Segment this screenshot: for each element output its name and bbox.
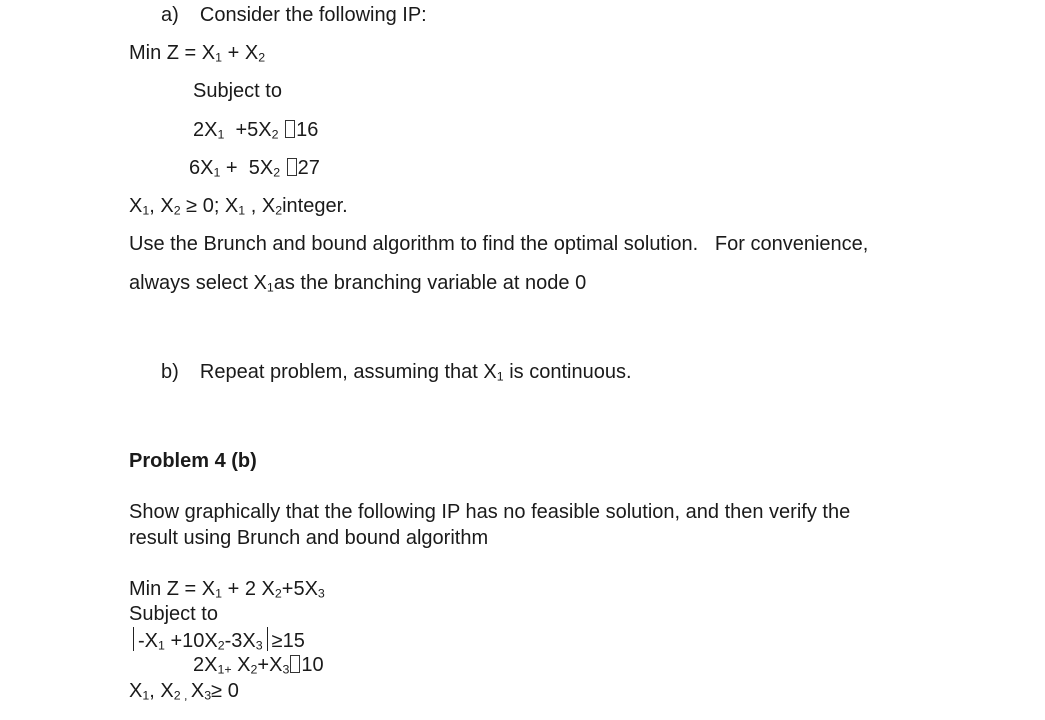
subject-to-a: Subject to [193, 80, 282, 102]
constraint-4b-1: $-X_1 +10X_2-3X_3 \ge 15$ [129, 627, 305, 653]
subject-to-4b: Subject to [129, 603, 218, 625]
missing-glyph-icon [290, 655, 300, 673]
part-a-heading-text: Consider the following IP: [199, 4, 427, 26]
part-b-label: b) [161, 361, 179, 383]
problem-4b-desc-2: result using Brunch and bound algorithm [129, 527, 489, 549]
constraint-a-2: $6X_1 + 5X_2$ 27 [189, 157, 320, 180]
nonnegativity-4b: $X_1$, $X_{2 ,}$ $X_3\ge 0$ [129, 680, 239, 703]
instruction-line-1: Use the Brunch and bound algorithm to find the optimal solution. For convenience, [129, 233, 869, 255]
part-a-heading [161, 3, 427, 27]
part-b: b) Repeat problem, assuming that $X_1$ is continuous. [161, 361, 632, 384]
abs-bar-left [133, 627, 134, 651]
instruction-line-2: always select $X_1as$ the branching variable at node 0 [129, 272, 587, 295]
nonnegativity-a: $X_1$, $X_2 \ge 0$; $X_1$ , $X_2integer$. [129, 195, 348, 218]
abs-bar-right [267, 627, 268, 651]
constraint-4b-2: $2X_{1+}$ $X_2+X_3$ 10 [193, 654, 324, 677]
constraint-a-1: $2X_1 +5X_2$ 16 [193, 119, 319, 142]
objective-4b: Min $Z = X_1 + 2$ $X_2+5X_3$ [129, 578, 325, 601]
missing-glyph-icon [287, 158, 297, 176]
problem-4b-desc-1: Show graphically that the following IP has no feasible solution, and then verify the [129, 501, 851, 523]
part-a-label: a) [161, 4, 179, 26]
objective-a: Min $Z = X_1 + X_2$ [129, 42, 266, 65]
missing-glyph-icon [285, 120, 295, 138]
problem-4b-title: Problem 4 (b) [129, 450, 257, 472]
